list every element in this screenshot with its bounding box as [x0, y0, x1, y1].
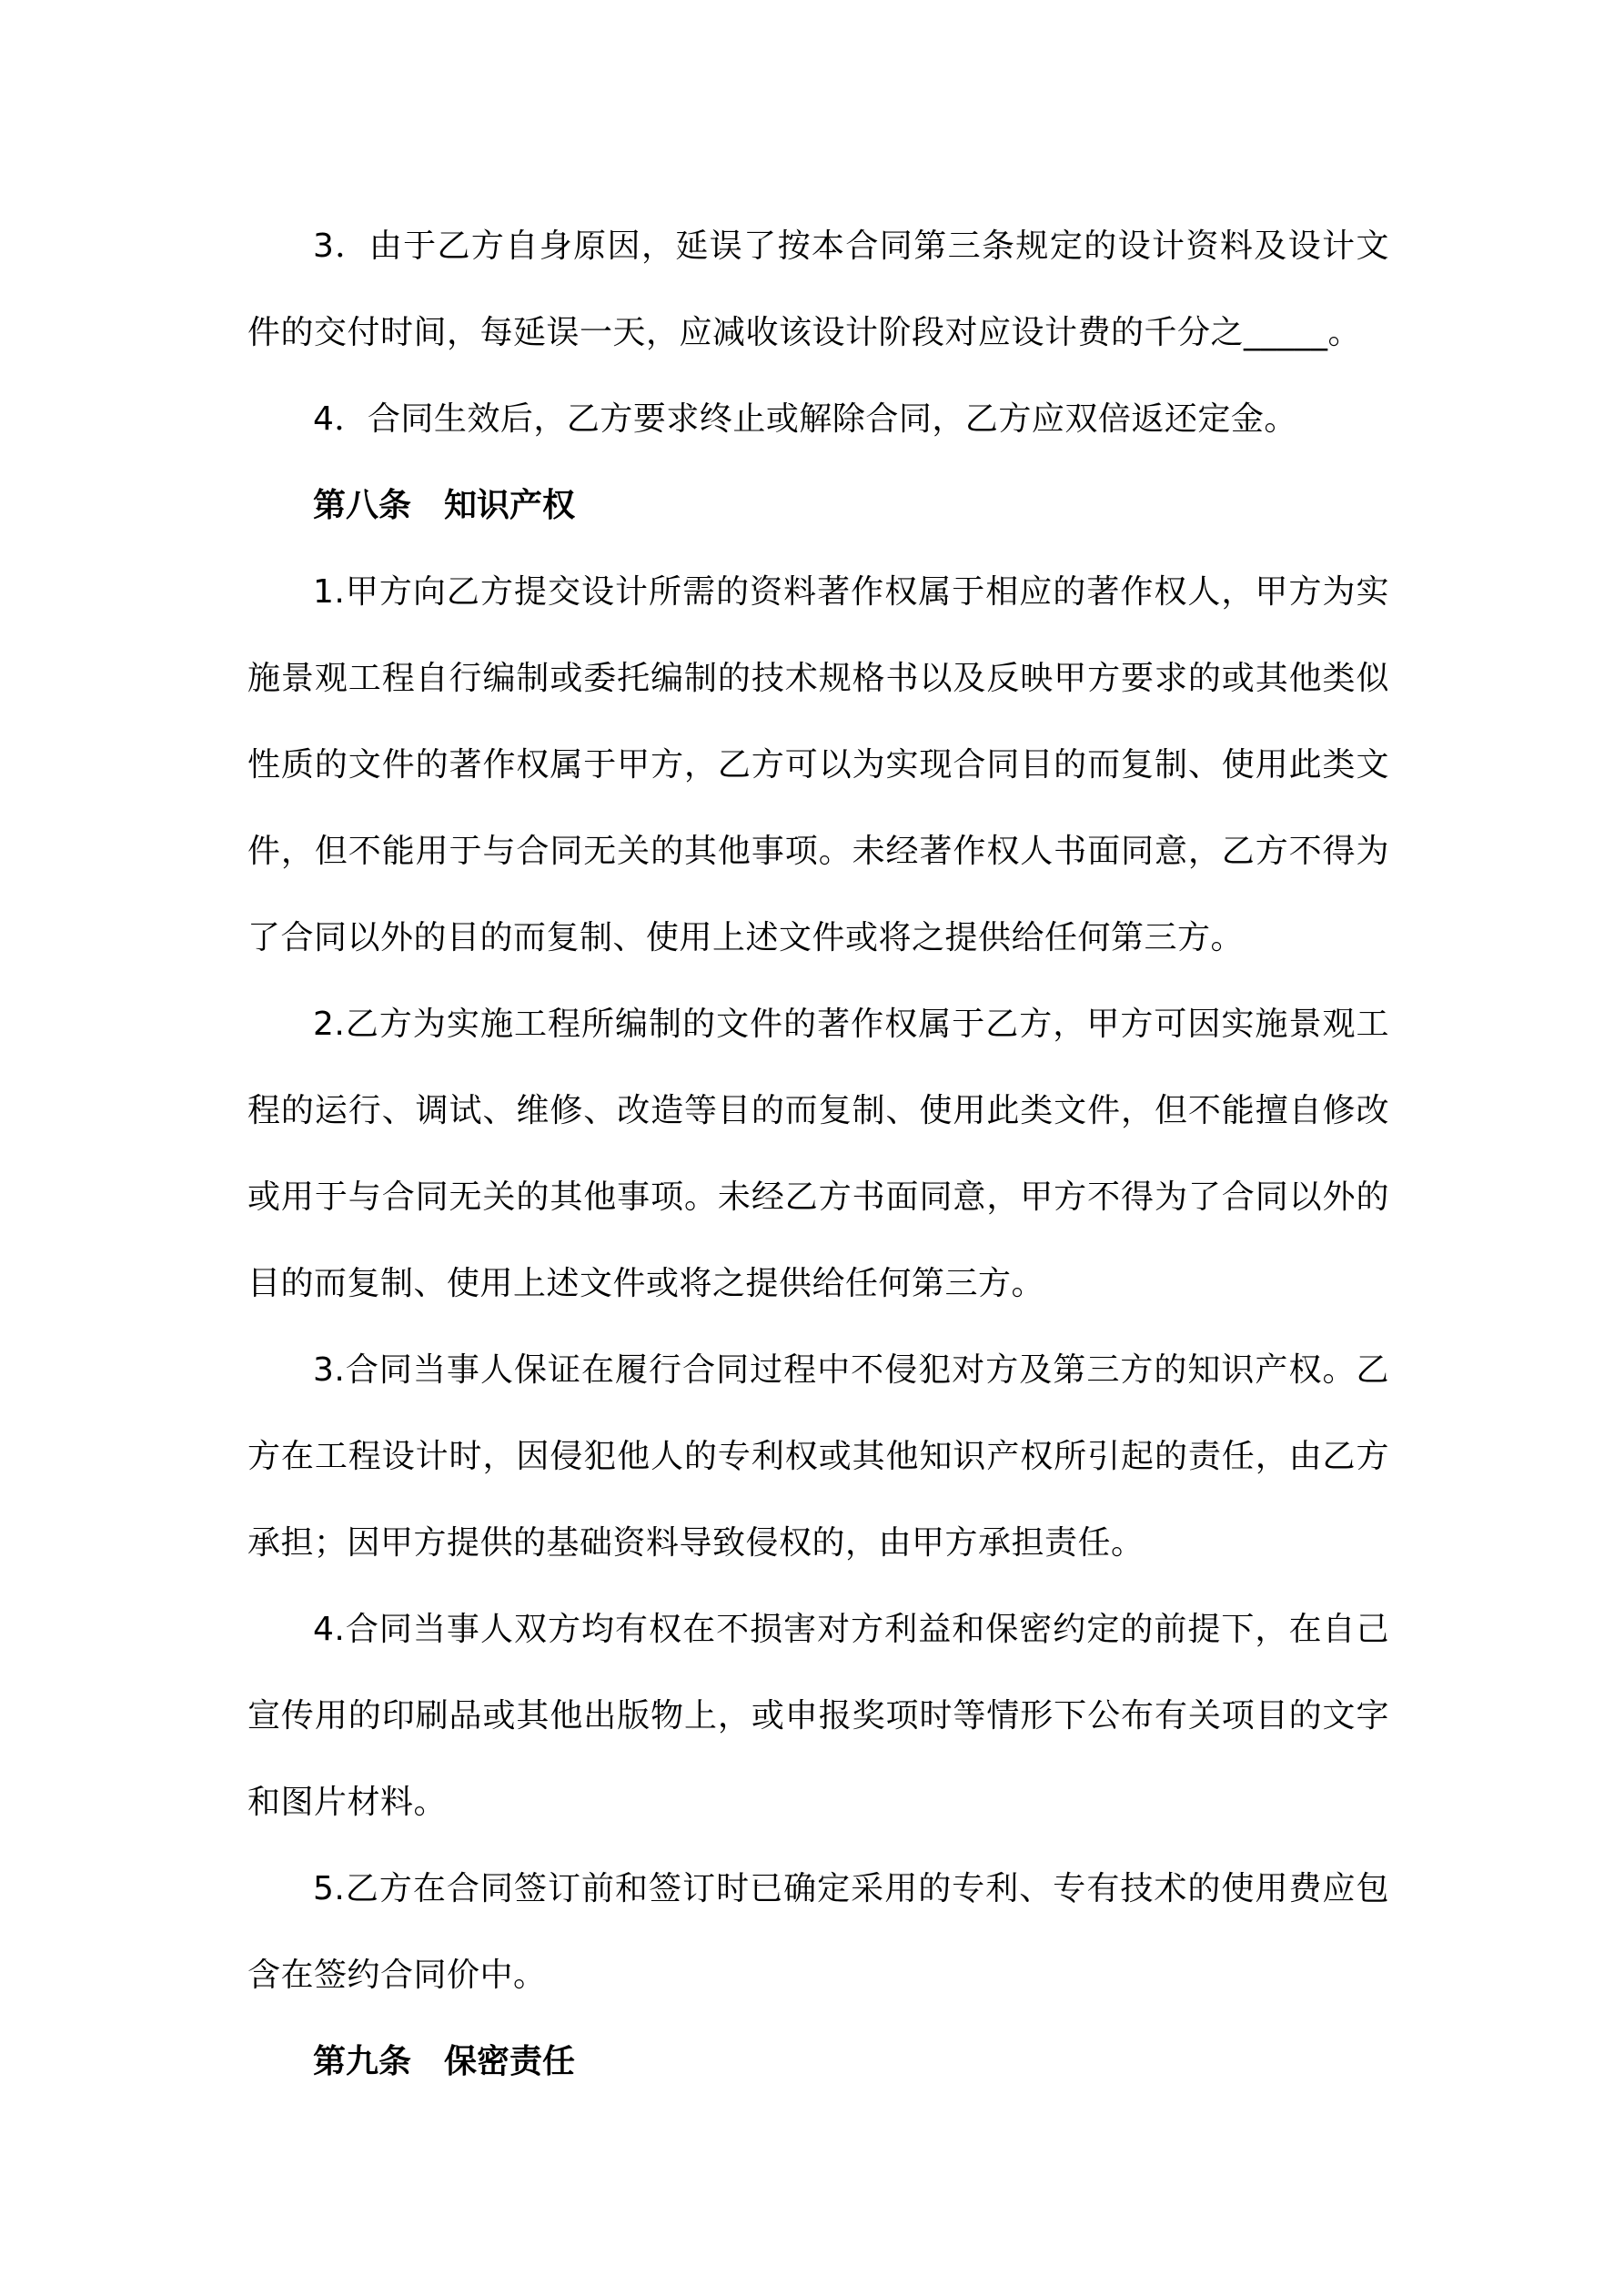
section-heading-article-9: 第九条 保密责任	[313, 2043, 576, 2080]
clause-8-item-1: 1.甲方向乙方提交设计所需的资料著作权属于相应的著作权人，甲方为实施景观工程自行编制或委托编制的技术规格书以及反映甲方要求的或其他类似性质的文件的著作权属于甲方，乙方可以为实现合同目的而复制、使用此类文件，但不能用于与合同无关的其他事项。未经著作权人书面同意，乙方不得为了合同以外的目的而复制、使用上述文件或将之提供给任何第三方。	[247, 573, 1389, 956]
clause-7-item-3: 3．由于乙方自身原因，延误了按本合同第三条规定的设计资料及设计文件的交付时间，每延误一天，应减收该设计阶段对应设计费的千分之_____。	[247, 228, 1389, 351]
clause-8-item-4: 4.合同当事人双方均有权在不损害对方利益和保密约定的前提下，在自己宣传用的印刷品或其他出版物上，或申报奖项时等情形下公布有关项目的文字和图片材料。	[247, 1611, 1389, 1821]
clause-8-item-3: 3.合同当事人保证在履行合同过程中不侵犯对方及第三方的知识产权。乙方在工程设计时，因侵犯他人的专利权或其他知识产权所引起的责任，由乙方承担；因甲方提供的基础资料导致侵权的，由甲方承担责任。	[247, 1351, 1389, 1562]
section-heading-article-8: 第八条 知识产权	[313, 487, 576, 524]
document-page	[247, 203, 1389, 2105]
clause-7-item-4: 4．合同生效后，乙方要求终止或解除合同，乙方应双倍返还定金。	[313, 400, 1297, 438]
clause-8-item-5: 5.乙方在合同签订前和签订时已确定采用的专利、专有技术的使用费应包含在签约合同价中。	[247, 1870, 1389, 1994]
clause-8-item-2: 2.乙方为实施工程所编制的文件的著作权属于乙方，甲方可因实施景观工程的运行、调试、维修、改造等目的而复制、使用此类文件，但不能擅自修改或用于与合同无关的其他事项。未经乙方书面同意，甲方不得为了合同以外的目的而复制、使用上述文件或将之提供给任何第三方。	[247, 1006, 1389, 1302]
